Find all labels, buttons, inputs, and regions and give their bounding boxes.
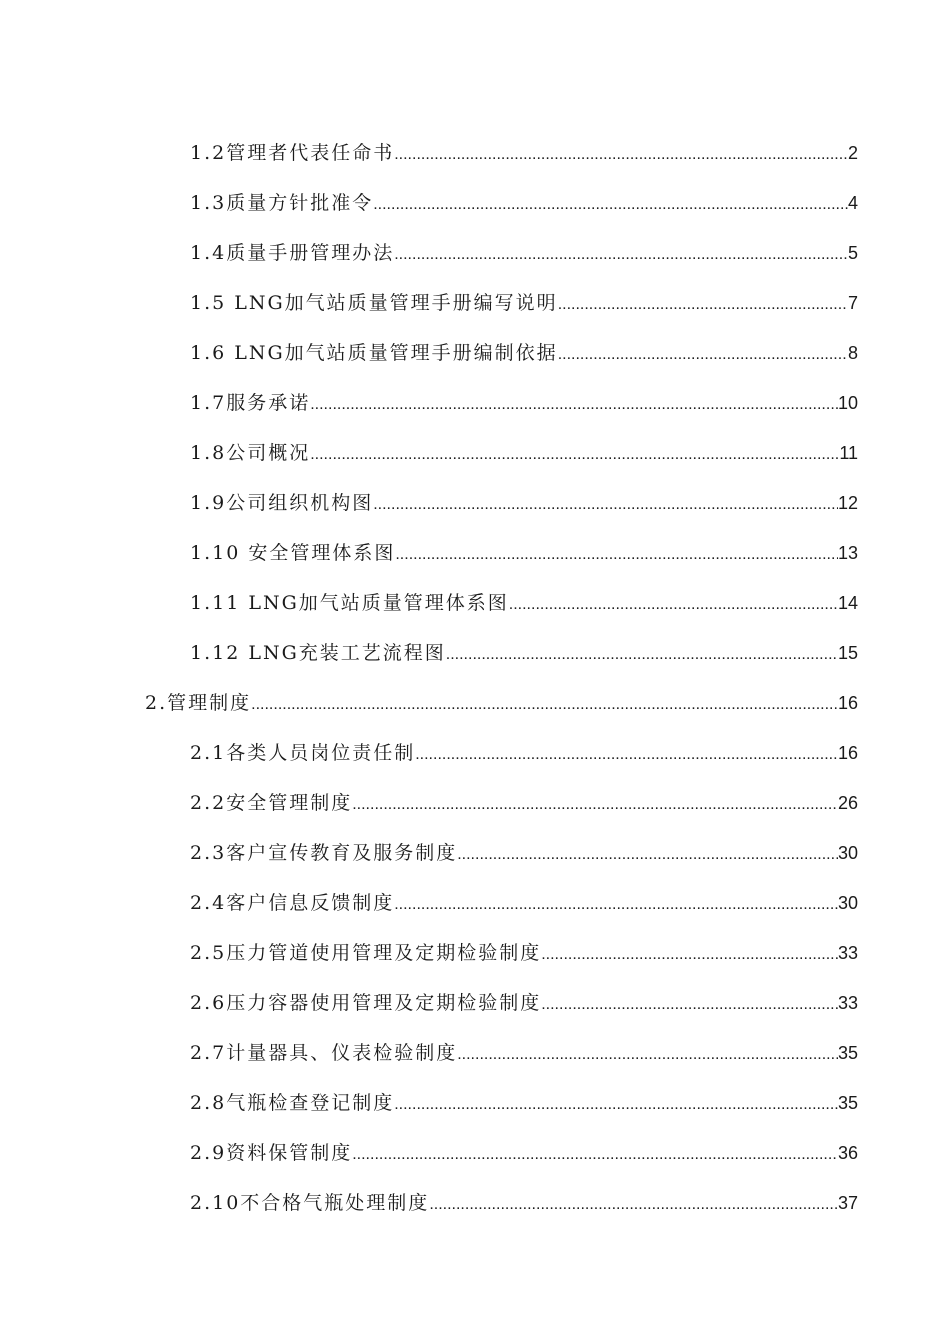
toc-entry-page-number: 35	[837, 1093, 858, 1113]
toc-entry[interactable]	[0, 278, 950, 328]
toc-entry-title: 2.7计量器具、仪表检验制度	[190, 1042, 458, 1064]
toc-dot-leader	[394, 1080, 838, 1130]
toc-entry-title: 1.12 LNG充装工艺流程图	[190, 642, 446, 664]
toc-entry-page-number: 5	[847, 243, 858, 263]
toc-entry[interactable]	[0, 478, 950, 528]
toc-entry-title: 2.6压力容器使用管理及定期检验制度	[190, 992, 542, 1014]
toc-entry-title: 2.10不合格气瓶处理制度	[190, 1192, 430, 1214]
toc-entry-page-number: 8	[847, 343, 858, 363]
toc-entry[interactable]	[0, 728, 950, 778]
toc-entry-title: 2.1各类人员岗位责任制	[190, 742, 416, 764]
toc-entry-page-number: 11	[839, 443, 858, 463]
toc-entry[interactable]	[0, 428, 950, 478]
toc-entry-title: 1.4质量手册管理办法	[190, 242, 395, 264]
toc-dot-leader	[352, 780, 838, 830]
toc-entry-title: 1.8公司概况	[190, 442, 311, 464]
toc-entry-title: 1.5 LNG加气站质量管理手册编写说明	[190, 292, 558, 314]
toc-entry-page-number: 30	[837, 843, 858, 863]
toc-dot-leader	[429, 1180, 838, 1230]
toc-entry-title: 2.3客户宣传教育及服务制度	[190, 842, 458, 864]
toc-entry-title: 2.8气瓶检查登记制度	[190, 1092, 395, 1114]
toc-dot-leader	[558, 330, 848, 380]
toc-entry[interactable]	[0, 878, 950, 928]
toc-entry-title: 2.4客户信息反馈制度	[190, 892, 395, 914]
toc-entry-page-number: 30	[837, 893, 858, 913]
toc-dot-leader	[373, 480, 838, 530]
toc-dot-leader	[394, 880, 838, 930]
toc-entry[interactable]	[0, 628, 950, 678]
toc-entry[interactable]	[0, 1178, 950, 1228]
toc-entry-page-number: 16	[837, 693, 858, 713]
toc-dot-leader	[558, 280, 848, 330]
toc-entry-page-number: 37	[837, 1193, 858, 1213]
toc-entry-title: 1.3质量方针批准令	[190, 192, 374, 214]
toc-entry-page-number: 15	[837, 643, 858, 663]
toc-dot-leader	[310, 380, 838, 430]
toc-dot-leader	[394, 130, 848, 180]
toc-dot-leader	[457, 1030, 838, 1080]
toc-entry-title: 1.11 LNG加气站质量管理体系图	[190, 592, 509, 614]
toc-entry-page-number: 14	[837, 593, 858, 613]
toc-entry[interactable]	[0, 928, 950, 978]
toc-entry-page-number: 36	[837, 1143, 858, 1163]
toc-entry[interactable]	[0, 1078, 950, 1128]
toc-entry[interactable]	[0, 328, 950, 378]
toc-entry[interactable]	[0, 828, 950, 878]
toc-entry-page-number: 4	[847, 193, 858, 213]
toc-dot-leader	[310, 430, 839, 480]
toc-entry[interactable]	[0, 578, 950, 628]
toc-entry[interactable]	[0, 678, 950, 728]
toc-dot-leader	[541, 930, 838, 980]
toc-dot-leader	[251, 680, 838, 730]
toc-entry-title: 1.10 安全管理体系图	[190, 542, 396, 564]
toc-entry-title: 2.9资料保管制度	[190, 1142, 353, 1164]
toc-entry-page-number: 2	[847, 143, 858, 163]
toc-entry-title: 1.9公司组织机构图	[190, 492, 374, 514]
toc-entry-page-number: 35	[837, 1043, 858, 1063]
toc-dot-leader	[394, 230, 848, 280]
toc-entry[interactable]	[0, 1128, 950, 1178]
toc-entry-title: 2.管理制度	[145, 692, 252, 714]
toc-dot-leader	[509, 580, 838, 630]
toc-entry[interactable]	[0, 978, 950, 1028]
table-of-contents	[0, 128, 950, 1228]
toc-dot-leader	[373, 180, 848, 230]
toc-entry[interactable]	[0, 128, 950, 178]
toc-entry[interactable]	[0, 178, 950, 228]
toc-entry-page-number: 16	[837, 743, 858, 763]
toc-entry-page-number: 10	[837, 393, 858, 413]
toc-entry-page-number: 12	[837, 493, 858, 513]
toc-dot-leader	[395, 530, 838, 580]
toc-dot-leader	[352, 1130, 838, 1180]
toc-entry[interactable]	[0, 1028, 950, 1078]
toc-entry-title: 1.7服务承诺	[190, 392, 311, 414]
toc-entry-page-number: 33	[837, 943, 858, 963]
toc-entry[interactable]	[0, 778, 950, 828]
toc-entry-title: 2.2安全管理制度	[190, 792, 353, 814]
toc-entry-page-number: 33	[837, 993, 858, 1013]
toc-dot-leader	[541, 980, 838, 1030]
toc-entry-title: 1.2管理者代表任命书	[190, 142, 395, 164]
toc-dot-leader	[457, 830, 838, 880]
toc-entry-title: 2.5压力管道使用管理及定期检验制度	[190, 942, 542, 964]
toc-dot-leader	[415, 730, 838, 780]
toc-entry[interactable]	[0, 528, 950, 578]
toc-entry[interactable]	[0, 378, 950, 428]
toc-entry[interactable]	[0, 228, 950, 278]
toc-entry-page-number: 7	[847, 293, 858, 313]
toc-entry-page-number: 26	[837, 793, 858, 813]
toc-entry-title: 1.6 LNG加气站质量管理手册编制依据	[190, 342, 558, 364]
toc-entry-page-number: 13	[837, 543, 858, 563]
toc-dot-leader	[446, 630, 838, 680]
